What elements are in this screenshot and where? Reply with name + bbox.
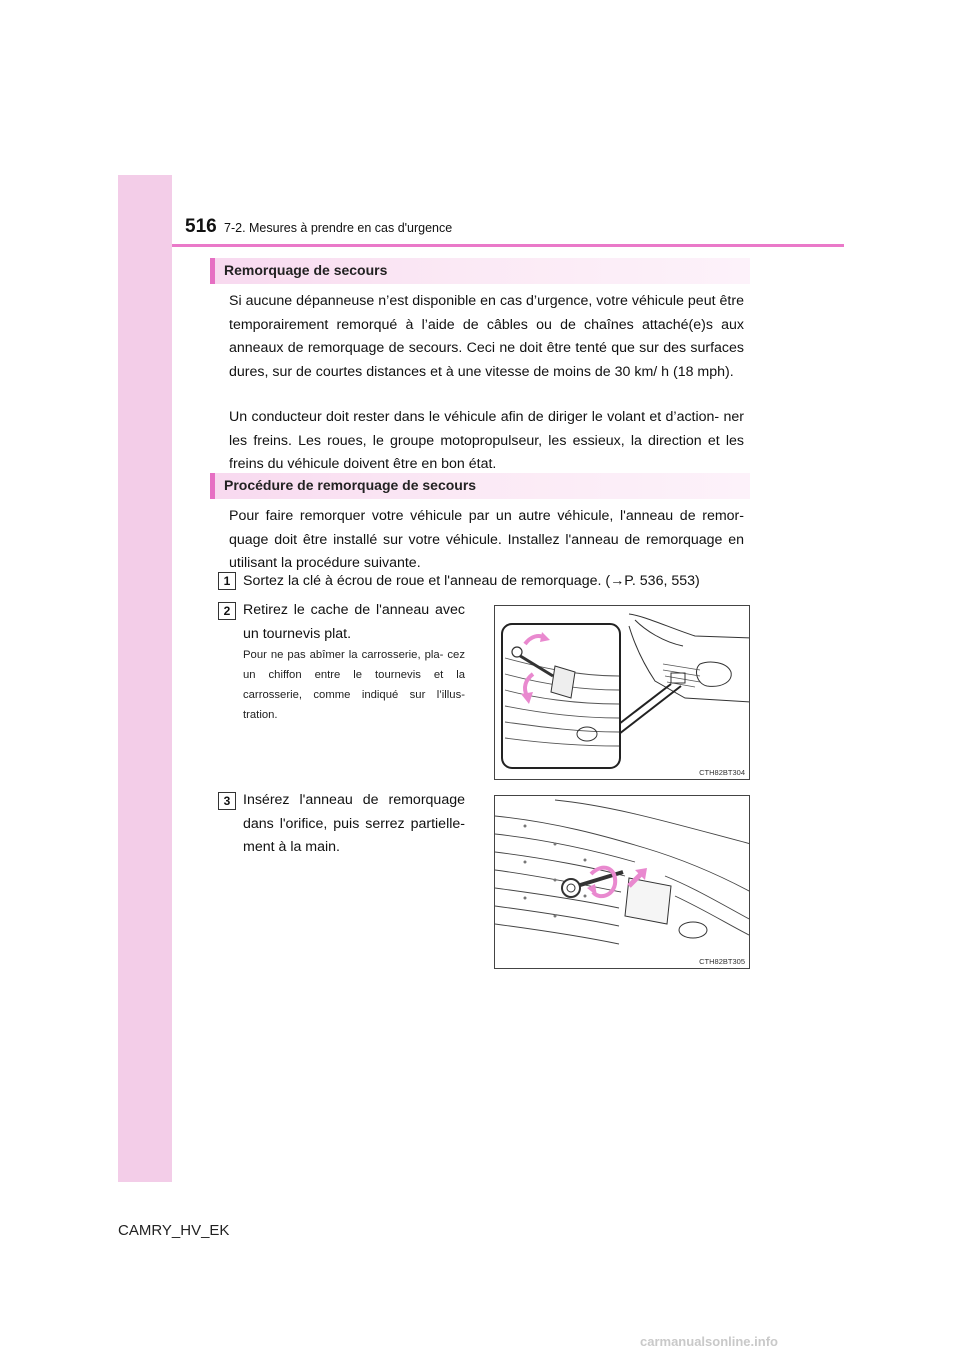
watermark-logo: carmanualsonline.info [640,1334,778,1349]
section-heading-emergency-towing [210,258,750,284]
illustration-tow-eye-insertion [495,796,750,969]
chapter-title: 7-2. Mesures à prendre en cas d'urgence [224,221,453,235]
step-2-text: Retirez le cache de l'anneau avec un tournevis plat. [243,602,465,642]
section-title: Remorquage de secours [224,262,388,278]
figure-remove-cover [494,605,750,780]
figure-code: CTH82BT305 [699,957,745,966]
step-2-number: 2 [218,602,236,620]
header-divider [172,244,844,247]
paragraph-towing-intro: Si aucune dépanneuse n’est disponible en cas d’urgence, votre véhicule peut être temporairement remorqué à l’aide de câbles ou de chaînes attaché(e)s aux anneaux de remorquage de secours. Ceci ne doit être tenté que sur des surfaces dures, sur de courtes distances et à une vitesse de moins de 30 km/ h (18 mph). [229,293,744,380]
footer-model-code: CAMRY_HV_EK [118,1222,230,1239]
page-number: 516 [185,216,217,237]
illustration-bumper-cover [495,606,750,780]
step-2-note: Pour ne pas abîmer la carrosserie, pla- cez un chiffon entre le tournevis et la carrosserie, comme indiqué sur l’illus- tration. [243,649,465,721]
paragraph-driver-requirement: Un conducteur doit rester dans le véhicule afin de diriger le volant et d’action- ner les freins. Les roues, le groupe motopropulseur, les essieux, la direction et les freins du véhicule doivent être en bon état. [229,409,744,472]
step-1-number: 1 [218,572,236,590]
step-3-text: Insérez l'anneau de remorquage dans l'orifice, puis serrez partielle- ment à la main. [243,792,465,855]
figure-code: CTH82BT304 [699,768,745,777]
step-1-text: Sortez la clé à écrou de roue et l'anneau de remorquage. (→P. 536, 553) [243,573,700,589]
figure-insert-tow-eye [494,795,750,969]
paragraph-procedure-intro: Pour faire remorquer votre véhicule par un autre véhicule, l'anneau de remor- quage doit être installé sur votre véhicule. Installez l'anneau de remorquage en utilisant la procédure suivante. [229,508,744,571]
step-3-number: 3 [218,792,236,810]
section-heading-towing-procedure [210,473,750,499]
chapter-sidebar-tab [118,175,172,1182]
section-title: Procédure de remorquage de secours [224,477,477,493]
